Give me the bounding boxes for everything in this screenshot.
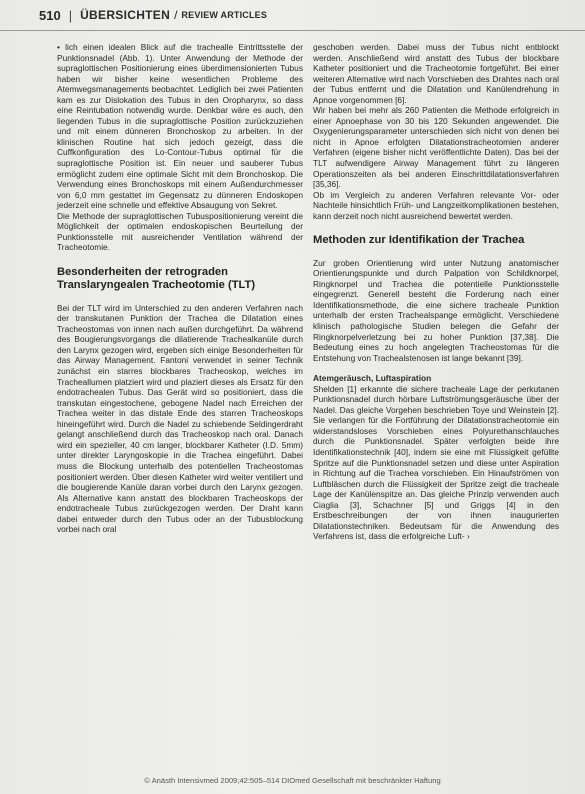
right-paragraph-1: geschoben werden. Dabei muss der Tubus nicht entblockt werden. Anschließend wird anstatt des Tubus der blockbare Katheter positioniert und die Tracheotomie fortgeführt. Bei einer weiteren Alternative wird nach Vorschieben des Drahtes nach oral der Tubus entfernt und die Dilatation und Kanülendrehung in Apnoe vorgenommen [6]. xyxy=(313,42,559,105)
left-paragraph-3: Bei der TLT wird im Unterschied zu den anderen Verfahren nach der transkutanen Punktion der Trachea die Dilatation eines Tracheostomas von innen nach außen durchgeführt. Da während des Bougierungsvorgangs die dilatierende Trachealkanüle durch den Larynx gezogen wird, ergeben sich einige Besonderheiten für das Airway Management. Fantoni verwendet in seiner Technik zunächst ein starres blockbares Tracheoskop, welches im Tracheallumen platziert wird und plaziert dieses als Ersatz für den endotrachealen Tubus. Das Gerät wird so positioniert, dass die transkutan eingestochene, gebogene Nadel nach Erreichen der Trachea weiter in das distale Ende des starren Tracheoskops hineingeführt wird. Durch die Nadel zu schiebende Seldingerdraht gelangt anschließend durch das Tracheoskop nach oral. Danach wird ein spezieller, 40 cm langer, blockbarer Katheter (I.D. 5mm) unter direkter Laryngoskopie in die Trachea eingeführt. Dabei muss die Blockung unterhalb des potentiellen Tracheostomas positioniert werden. Über diesen Katheter wird weiter ventiliert und die bougierende Kanüle daran vorbei durch den Larynx gezogen. Als Alternative kann anstatt des blockbaren Tracheoskops der endotracheale Tubus zurückgezogen werden. Der Draht kann dabei entweder durch den Tubus oder an der Tubusblockung vorbei nach oral xyxy=(57,302,303,535)
right-paragraph-2: Wir haben bei mehr als 260 Patienten die Methode erfolgreich in einer Apnoephase von 30 bis 120 Sekunden angewendet. Die Oxygenierungsparameter unterschieden sich nicht von denen bei nicht in Apnoe erfolgten Dilatationstracheotomien anderer Verfahren (eigene bisher nicht veröffentlichte Daten). Das bei der TLT aufwendigere Airway Management führt zu längeren Operationszeiten als bei anderen Einschrittdilatationsverfahren [35,36]. xyxy=(313,105,559,190)
left-column xyxy=(57,42,303,535)
right-paragraph-3: Ob im Vergleich zu anderen Verfahren relevante Vor- oder Nachteile hinsichtlich Früh- und Langzeitkomplikationen bestehen, kann derzeit noch nicht ausreichend bewertet werden. xyxy=(313,189,559,221)
page-number: 510 xyxy=(39,7,61,23)
page-footer xyxy=(0,776,585,785)
left-paragraph-2: Die Methode der supraglottischen Tubuspositionierung vereint die Möglichkeit der optimalen endoskopischen Beurteilung der Punktionsstelle mit ausreichender Ventilation während der Tracheotomie. xyxy=(57,210,303,253)
section-title: ÜBERSICHTEN xyxy=(80,8,171,22)
footer-copyright: © Anästh Intensivmed 2009;42:505–514 DIOmed Gesellschaft mit beschränkter Haftung xyxy=(144,776,441,785)
header-rule xyxy=(0,30,585,31)
header-separator: | xyxy=(68,7,73,23)
right-paragraph-4: Zur groben Orientierung wird unter Nutzung anatomischer Orientierungspunkte und durch Palpation von Schildknorpel, Ringknorpel und Trachea die potentielle Punktionsstelle eingegrenzt. Generell besteht die Forderung nach einer Identifikationsmethode, die eine sichere tracheale Punktion unterhalb der ersten Trachealspange ermöglicht. Verschiedene klinisch pathologische Studien belegen die Gefahr der Ringknorpelverletzung bei zu hoher Punktion [37,38]. Die Bedeutung eines zu hoch angelegten Tracheostomas für die Entstehung von Trachealstenosen ist lange bekannt [39]. xyxy=(313,257,559,363)
right-paragraph-5: Shelden [1] erkannte die sichere tracheale Lage der perkutanen Punktionsnadel durch hörbare Luftströmungsgeräusche über der Nadel. Das gleiche Vorgehen beschrieben Toye und Weinstein [2]. Sie verlangen für die Fortführung der Dilatationstracheotomie ein widerstandsloses Vorschieben eines Polyurethanschlauches durch die Punktionsnadel. Später verfolgten beide ihre Identifikationstechnik [40], indem sie eine mit Flüssigkeit gefüllte Spritze auf die Punktionsnadel setzen und diese unter Aspiration in Richtung auf die Trachea vorschieben. Ein Hinaufströmen von Luftbläschen durch die Flüssigkeit der Spritze zeigt die tracheale Lage der Kanülenspitze an. Das gleiche Prinzip verwenden auch Ciaglia [3], Schachner [5] und Griggs [4] in den Erstbeschreibungen der von ihnen inaugurierten Dilatationstechniken. Bedeutsam für die Anwendung des Verfahrens ist, dass die erfolgreiche Luft- › xyxy=(313,383,559,542)
right-column xyxy=(313,42,559,542)
section-heading-identification: Methoden zur Identifikation der Trachea xyxy=(313,234,525,247)
left-paragraph-1: • lich einen idealen Blick auf die trachealle Eintrittsstelle der Punktionsnadel (Abb. 1). Unter Anwendung der Methode der supraglottischen Positionierung eines überdimensionierten Tubus haben wir bisher keine wesentlichen Probleme des Atemwegsmanagements beobachtet. Lediglich bei zwei Patienten kam es zur Dislokation des Tubus in den Oropharynx, so dass eine Reintubation notwendig wurde. Denkbar wäre es auch, den liegenden Tubus in die supraglottische Position zurückzuziehen und mit einem dünneren Bronchoskop zu arbeiten. In der klinischen Routine hat sich jedoch gezeigt, dass die Cuffkonfiguration des Lo-Contour-Tubus optimal für die supraglottische Position ist. Ein neuer und sauberer Tubus ermöglicht zudem eine optimale Sicht mit dem Bronchoskop. Die Verwendung eines Bronchoskops mit einem Außendurchmesser von 6,0 mm gestattet im Gegensatz zu dünneren Endoskopen jederzeit eine schnelle und effektive Absaugung von Sekret. xyxy=(57,42,303,211)
subheading-breath-sound: Atemgeräusch, Luftaspiration xyxy=(313,373,432,384)
header-slash: / xyxy=(174,8,178,22)
section-subtitle: REVIEW ARTICLES xyxy=(181,10,268,20)
page-header xyxy=(0,0,585,30)
section-heading-tlt: Besonderheiten der retrograden Translaryngealen Tracheotomie (TLT) xyxy=(57,265,256,292)
